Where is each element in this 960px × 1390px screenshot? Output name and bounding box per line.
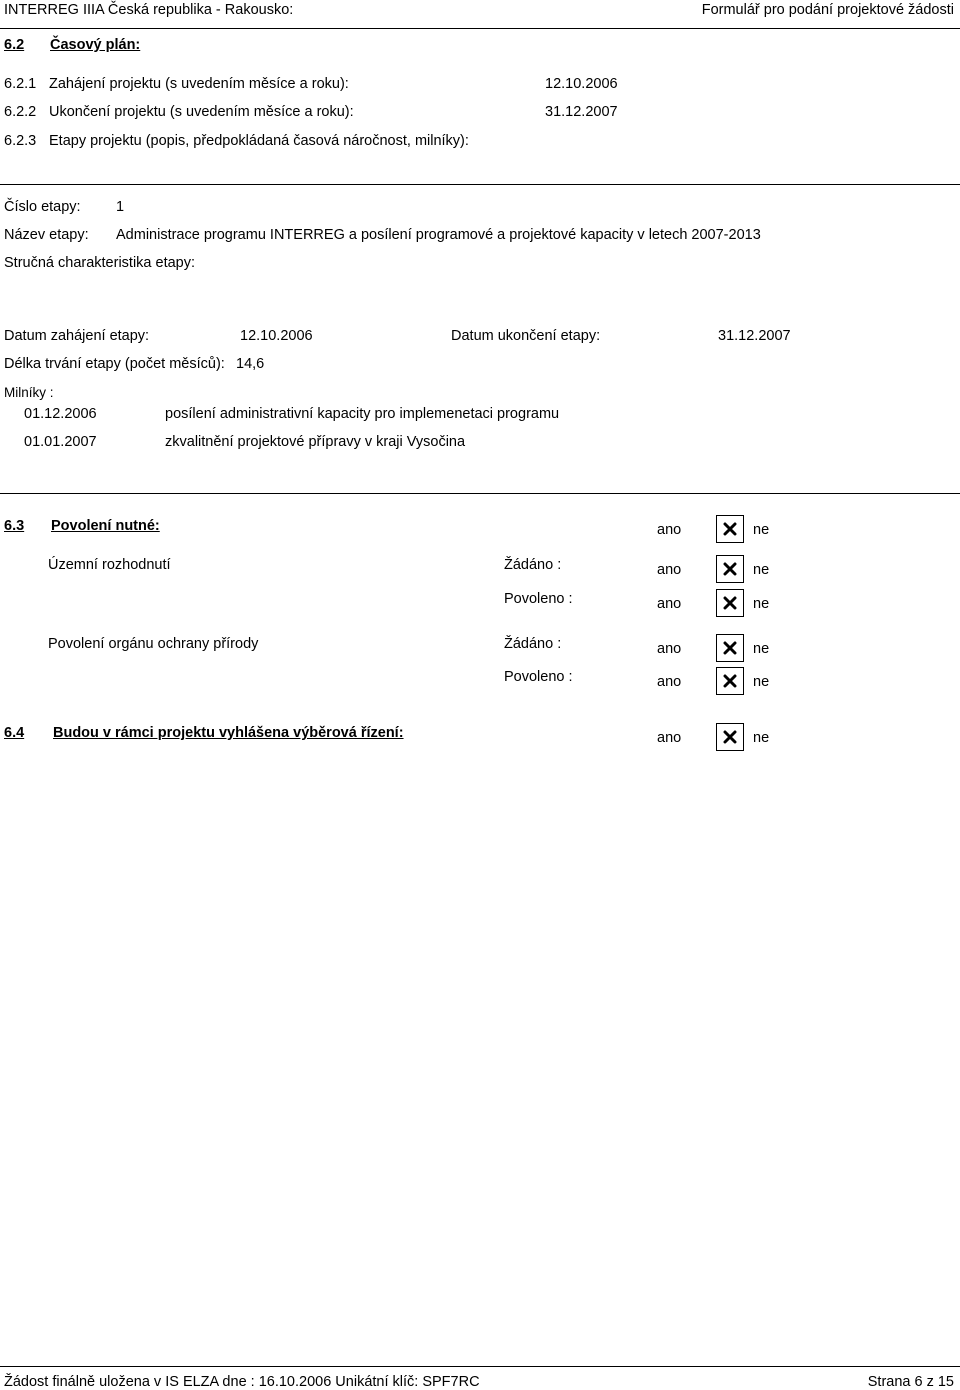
checkbox[interactable] <box>716 667 744 695</box>
option-no-label: ne <box>753 730 770 746</box>
stage-name-value: Administrace programu INTERREG a posílení programové a projektové kapacity v letech 2007-2013 <box>116 227 761 243</box>
end-value: 31.12.2007 <box>545 104 618 120</box>
stage-start-value: 12.10.2006 <box>240 328 313 344</box>
checkbox[interactable] <box>716 555 744 583</box>
section-6-3-title: Povolení nutné: <box>51 518 160 534</box>
checkbox[interactable] <box>716 634 744 662</box>
granted-label: Povoleno : <box>504 591 573 607</box>
option-yes-label: ano <box>657 596 682 612</box>
requested-label: Žádáno : <box>504 636 562 652</box>
milestone-text: posílení administrativní kapacity pro implemenetaci programu <box>165 406 560 422</box>
option-no-label: ne <box>753 674 770 690</box>
stage-description-label: Stručná charakteristika etapy: <box>4 255 196 271</box>
option-yes-label: ano <box>657 562 682 578</box>
section-6-4-number: 6.4 <box>4 725 25 741</box>
stage-number-value: 1 <box>116 199 125 215</box>
section-6-3-number: 6.3 <box>4 518 25 534</box>
header-left: INTERREG IIIA Česká republika - Rakousko: <box>4 2 294 18</box>
option-no-label: ne <box>753 562 770 578</box>
x-mark-icon <box>723 522 737 536</box>
section-6-4-title: Budou v rámci projektu vyhlášena výběrová řízení: <box>53 725 404 741</box>
permit-item-label: Územní rozhodnutí <box>48 557 171 573</box>
section-6-2-number: 6.2 <box>4 37 25 53</box>
option-yes-label: ano <box>657 641 682 657</box>
stage-top-divider <box>0 184 960 185</box>
checkbox[interactable] <box>716 515 744 543</box>
option-no-label: ne <box>753 641 770 657</box>
end-label: Ukončení projektu (s uvedením měsíce a roku): <box>49 104 354 120</box>
option-no-label: ne <box>753 596 770 612</box>
stage-end-label: Datum ukončení etapy: <box>451 328 601 344</box>
x-mark-icon <box>723 730 737 744</box>
footer-divider <box>0 1366 960 1367</box>
start-label: Zahájení projektu (s uvedením měsíce a roku): <box>49 76 349 92</box>
requested-label: Žádáno : <box>504 557 562 573</box>
header-divider <box>0 28 960 29</box>
page-number: Strana 6 z 15 <box>867 1374 954 1390</box>
start-number: 6.2.1 <box>4 76 37 92</box>
stage-duration-label: Délka trvání etapy (počet měsíců): <box>4 356 225 372</box>
x-mark-icon <box>723 596 737 610</box>
start-value: 12.10.2006 <box>545 76 618 92</box>
permit-item-label: Povolení orgánu ochrany přírody <box>48 636 259 652</box>
x-mark-icon <box>723 641 737 655</box>
option-yes-label: ano <box>657 522 682 538</box>
checkbox[interactable] <box>716 589 744 617</box>
stage-duration-value: 14,6 <box>236 356 265 372</box>
x-mark-icon <box>723 562 737 576</box>
granted-label: Povoleno : <box>504 669 573 685</box>
option-yes-label: ano <box>657 674 682 690</box>
footer-left: Žádost finálně uložena v IS ELZA dne : 16.10.2006 Unikátní klíč: SPF7RC <box>4 1374 480 1390</box>
milestones-label: Milníky : <box>4 385 54 400</box>
header-right: Formulář pro podání projektové žádosti <box>701 2 954 18</box>
stage-start-label: Datum zahájení etapy: <box>4 328 150 344</box>
milestone-text: zkvalitnění projektové přípravy v kraji Vysočina <box>165 434 466 450</box>
option-no-label: ne <box>753 522 770 538</box>
section-6-2-title: Časový plán: <box>50 37 141 53</box>
option-yes-label: ano <box>657 730 682 746</box>
checkbox[interactable] <box>716 723 744 751</box>
milestone-date: 01.01.2007 <box>24 434 97 450</box>
stages-label: Etapy projektu (popis, předpokládaná časová náročnost, milníky): <box>49 133 469 149</box>
stage-bottom-divider <box>0 493 960 494</box>
stage-name-label: Název etapy: <box>4 227 89 243</box>
end-number: 6.2.2 <box>4 104 37 120</box>
stage-end-value: 31.12.2007 <box>718 328 791 344</box>
stages-number: 6.2.3 <box>4 133 37 149</box>
milestone-date: 01.12.2006 <box>24 406 97 422</box>
stage-number-label: Číslo etapy: <box>4 199 81 215</box>
x-mark-icon <box>723 674 737 688</box>
